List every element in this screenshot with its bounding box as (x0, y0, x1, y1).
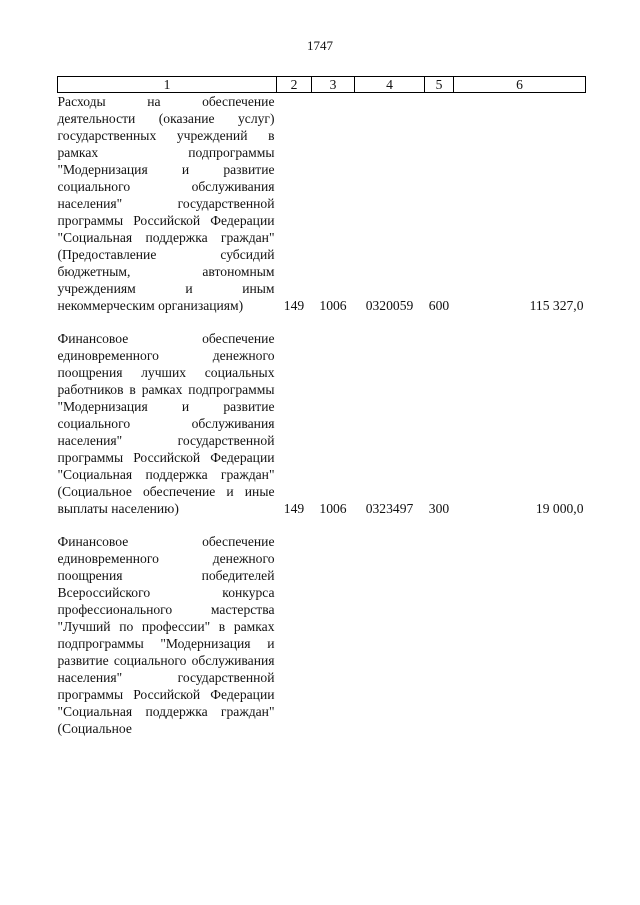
row-amount: 19 000,0 (535, 501, 584, 516)
header-col-6: 6 (454, 77, 586, 93)
page-number: 1747 (307, 38, 333, 53)
budget-table (57, 76, 586, 737)
header-col-1: 1 (58, 77, 277, 93)
row-section-code: 1006 (319, 298, 347, 313)
row-description: Финансовое обеспечение единовременного денежного поощрения победителей Всероссийского конкурса профессионального мастерства "Лучший по профессии" в рамках подпрограммы "Модернизация и развитие социального обслуживания населения" государственной программы Российской Федерации "Социальная поддержка граждан" (Социальное (57, 534, 275, 736)
row-description: Финансовое обеспечение единовременного денежного поощрения лучших социальных работников в рамках подпрограммы "Модернизация и развитие социального обслуживания населения" государственной программы Российской Федерации "Социальная поддержка граждан" (Социальное обеспечение и иные выплаты населению) (57, 331, 275, 516)
header-col-4: 4 (355, 77, 425, 93)
row-ministry-code (277, 533, 312, 737)
row-amount: 115 327,0 (529, 298, 584, 313)
header-col-5: 5 (425, 77, 454, 93)
header-row (58, 77, 586, 93)
row-spacer (58, 314, 586, 330)
row-expense-type: 300 (428, 501, 450, 516)
table-row (58, 93, 586, 315)
header-col-3: 3 (312, 77, 355, 93)
row-section-code (312, 533, 355, 737)
row-target-code: 0323497 (365, 501, 414, 516)
table-header (58, 77, 586, 93)
row-target-code: 0320059 (365, 298, 414, 313)
row-ministry-code: 149 (283, 298, 305, 313)
header-col-2: 2 (277, 77, 312, 93)
table-body (58, 93, 586, 738)
row-target-code (355, 533, 425, 737)
row-description: Расходы на обеспечение деятельности (оказание услуг) государственных учреждений в рамках подпрограммы "Модернизация и развитие социального обслуживания населения" государственной программы Российской Федерации "Социальная поддержка граждан" (Предоставление субсидий бюджетным, автономным учреждениям и иным некоммерческим организациям) (57, 94, 275, 313)
row-section-code: 1006 (319, 501, 347, 516)
row-spacer (58, 517, 586, 533)
row-ministry-code: 149 (283, 501, 305, 516)
row-amount (454, 533, 586, 737)
table-row (58, 330, 586, 517)
table-row (58, 533, 586, 737)
row-expense-type: 600 (428, 298, 450, 313)
row-expense-type (425, 533, 454, 737)
